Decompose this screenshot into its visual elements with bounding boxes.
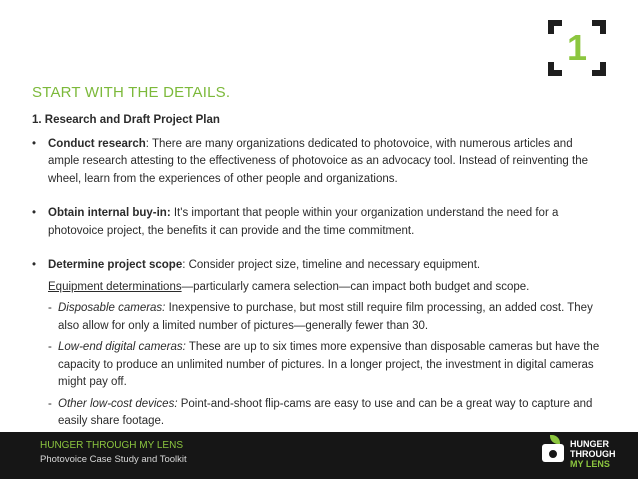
equipment-item-disposable xyxy=(32,300,602,335)
bullet-text: : There are many organizations dedicated to photovoice, with numerous articles and ample research attesting to the effectiveness of photovoice as an advocacy tool. Instead of reinventing the wheel, learn from the experiences of other people and organizations. xyxy=(48,137,588,185)
equipment-paragraph xyxy=(32,279,602,297)
equipment-item-text: These are up to six times more expensive than disposable cameras but have the capacity to produce an unlimited number of pictures. In a longer project, the investment in digital cameras might pay off. xyxy=(58,341,600,388)
bullet-project-scope xyxy=(32,257,602,275)
logo xyxy=(540,436,632,476)
equipment-item-text: Point-and-shoot flip-cams are easy to use and can be a great way to capture and easily share footage. xyxy=(58,397,593,427)
equipment-item-label: Other low-cost devices: xyxy=(58,397,178,410)
step-number: 1. xyxy=(32,114,42,126)
bullet-conduct-research xyxy=(32,136,602,189)
bullet-internal-buy-in xyxy=(32,205,602,240)
equipment-item-text: Inexpensive to purchase, but most still require film processing, an added cost. They also allow for only a limited number of pictures—generally fewer than 30. xyxy=(58,302,593,332)
logo-line: MY LENS xyxy=(570,459,610,469)
lens-icon xyxy=(547,448,559,460)
logo-line: HUNGER xyxy=(570,439,610,449)
dash-marker: - xyxy=(48,302,52,314)
main-content xyxy=(32,112,602,431)
bullet-text: It's important that people within your organization understand the need for a photovoice project, the benefits it can provide and the time commitment. xyxy=(48,207,559,237)
bullet-dot: • xyxy=(32,137,37,150)
bullet-text: : Consider project size, timeline and necessary equipment. xyxy=(182,259,481,271)
bullet-dot: • xyxy=(32,259,37,271)
bullet-label: Obtain internal buy-in: xyxy=(48,207,171,219)
step-title: Research and Draft Project Plan xyxy=(44,114,220,126)
footer-title: HUNGER THROUGH MY LENS xyxy=(40,440,183,451)
bullet-label: Determine project scope xyxy=(48,259,183,271)
equipment-item-digital xyxy=(32,339,602,392)
logo-text xyxy=(570,439,616,469)
dash-marker: - xyxy=(48,341,52,353)
section-title: START WITH THE DETAILS. xyxy=(32,84,231,101)
footer-subtitle: Photovoice Case Study and Toolkit xyxy=(40,454,187,465)
equipment-item-label: Disposable cameras: xyxy=(58,302,166,314)
equipment-item-other xyxy=(32,396,602,431)
camera-icon xyxy=(542,444,564,462)
dash-marker: - xyxy=(48,397,52,410)
bullet-dot: • xyxy=(32,207,37,219)
equipment-item-label: Low-end digital cameras: xyxy=(58,341,186,353)
bullet-label: Conduct research xyxy=(48,137,146,150)
badge-number: 1 xyxy=(566,27,588,68)
leaf-icon xyxy=(550,435,560,444)
chapter-badge xyxy=(548,20,606,76)
equipment-underlined: Equipment determinations xyxy=(48,280,182,293)
logo-line: THROUGH xyxy=(570,449,616,459)
step-heading xyxy=(32,112,602,130)
equipment-text: —particularly camera selection—can impact both budget and scope. xyxy=(181,280,530,293)
